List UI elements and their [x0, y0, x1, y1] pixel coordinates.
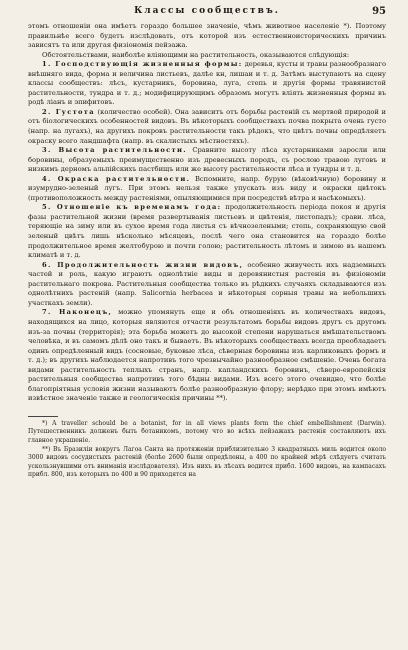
- paragraph: 7. Наконецъ, можно упомянуть еще и объ отношеніяхъ въ количествахъ видовъ, находящихся на лицо, которыя являются отчасти результатомъ борьбы видовъ другъ съ другомъ изъ-за почвы (территорія); эта борьба можетъ до высокой степени нарушаться вмѣшательствомъ человѣка, и въ самомъ дѣлѣ оно такъ и бываетъ. Въ нѣкоторыхъ сообществахъ всегда преобладаетъ одинъ опредѣленный видъ (сосновые, буковые лѣса, сѣверныя боровины изъ карликовыхъ формъ и т. д.); въ другихъ наблюдается напротивъ того чрезвычайно разнообразное смѣшеніе. Очень богата видами растительность теплыхъ странъ, напр. капландскихъ боровинъ, сѣверо-европейскія растительныя сообщества напротивъ того бѣдны видами. Изъ всего этого очевидно, что болѣе благопріятныя условія жизни называютъ болѣе разнообразную флору; нерѣдко при этомъ имѣютъ извѣстное значеніе также и геологическія причины **).: [28, 308, 386, 403]
- paragraph-heading: 1. Господствующія жизненныя формы:: [42, 60, 243, 69]
- paragraph-heading: 2. Густота: [42, 107, 95, 116]
- paragraph: Обстоятельствами, наиболѣе вліяющими на растительность, оказываются слѣдующія:: [42, 50, 350, 59]
- footnote-rule: [28, 416, 58, 417]
- footnote: **) Въ Бразиліи вокругъ Лагоа Санта на протяженіи приблизительно 3 квадратныхъ миль водится около 3000 видовъ сосудистыхъ растеній (болѣе 2600 были опредѣлены, а 400 по крайней мѣрѣ слѣдуетъ считать ускользнувшими отъ вниманія изслѣдователя). Изъ нихъ въ лѣсахъ водится прибл. 1600 видовъ, на кампасахъ прибл. 800, изъ которыхъ по 400 и 90 приходятся на: [28, 445, 386, 479]
- paragraph: 4. Окраска растительности. Вспомните, напр. бурую (вѣковѣчную) боровину и изумрудно-зеленый лугъ. При этомъ нельзя также упускать изъ виду и окраски цвѣтокъ (противоположность между растеніями, опыляющимися при посредствѣ вѣтра и насѣкомыхъ).: [28, 174, 386, 202]
- paragraph-heading: 5. Отношеніе къ временамъ года:: [42, 203, 222, 212]
- footnote: *) A traveller schould be a botanist, for in all views plants form the chief embellishment (Darwin). Путешественникъ долженъ быть ботаникомъ, потому что во всѣхъ пейзажахъ растенія составляютъ ихъ главное украшеніе.: [28, 419, 386, 445]
- paragraph-heading: 6. Продолжительность жизни видовъ,: [42, 260, 244, 269]
- paragraph: 5. Отношеніе къ временамъ года: продолжительность періода покоя и другія фазы растительной жизни (время развертыванія листьевъ и цвѣтенія, листопадъ); срави. лѣса, теряющіе на зиму или въ сухое время года листья съ вѣчнозелеными; степь, сохраняющую свой зеленый цвѣтъ лишь нѣсколько мѣсяцевъ, послѣ чего она становится на гораздо болѣе продолжительное время желтобурою и почти голою; растительность лѣтомъ и зимою въ нашемъ климатѣ и т. д.: [28, 203, 386, 260]
- paragraph: 3. Высота растительности. Сравните высоту лѣса кустарниками заросли или боровины, образуемыхъ преимущественно изъ древесныхъ породъ, съ рослою травою луговъ и низкимъ дерномъ альпійскихъ пастбищъ или же высоту растительности лѣса и тундры и т. д.: [28, 146, 386, 174]
- paragraph: 2. Густота (количество особей). Она зависитъ отъ борьбы растеній съ мертвой природой и отъ біологическихъ особенностей видовъ. Въ нѣкоторыхъ сообществахъ почва покрыта очень густо (напр. на лугахъ), на другихъ покровъ растительности такъ рѣдокъ, что цвѣтъ почвы опредѣляетъ окраску всего ландшафта (напр. въ скалистыхъ мѣстностяхъ).: [28, 107, 386, 145]
- footnotes: [28, 416, 386, 480]
- paragraph: 6. Продолжительность жизни видовъ, особенно живучесть ихъ надземныхъ частей и роль, какую играютъ однолѣтніе виды и деревянистыя растенія въ физіономіи растительнаго покрова. Растительныя сообщества только въ рѣдкихъ случаяхъ складываются изъ однолѣтнихъ растеній (напр. Salicornia herbacea и нѣкоторыя сорныя травы на небольшихъ участкахъ земли).: [28, 260, 386, 307]
- paragraph-heading: 4. Окраска растительности.: [42, 174, 191, 183]
- paragraph-heading: 3. Высота растительности.: [42, 146, 187, 155]
- page-number: 95: [372, 6, 386, 17]
- running-header: [28, 6, 386, 22]
- paragraph: этомъ отношеніи она имѣетъ гораздо большее значеніе, чѣмъ животное населеніе *). Поэтому правильнѣе всего будетъ изслѣдовать, отъ которой изъ естественноисторическихъ причинъ зависятъ та или другая физіономія пейзажа.: [28, 22, 386, 50]
- body-text: [28, 22, 386, 404]
- paragraph-heading: 7. Наконецъ,: [42, 308, 113, 317]
- running-title: Классы сообществъ.: [134, 6, 280, 16]
- paragraph: 1. Господствующія жизненныя формы: деревья, кусты и травы разнообразнаго внѣшняго вида, форма и величина листьевъ, далѣе кн, лишаи и т. д. Затѣмъ выступаютъ на сцену классы сообществъ: лѣсъ, кустарникъ, боровина, луга, степь и другія формы травянистой растительности, тундра и т. д.; модифицирующимъ образомъ могутъ вліять жизненныя формы въ родѣ ліанъ и эпифитовъ.: [28, 60, 386, 107]
